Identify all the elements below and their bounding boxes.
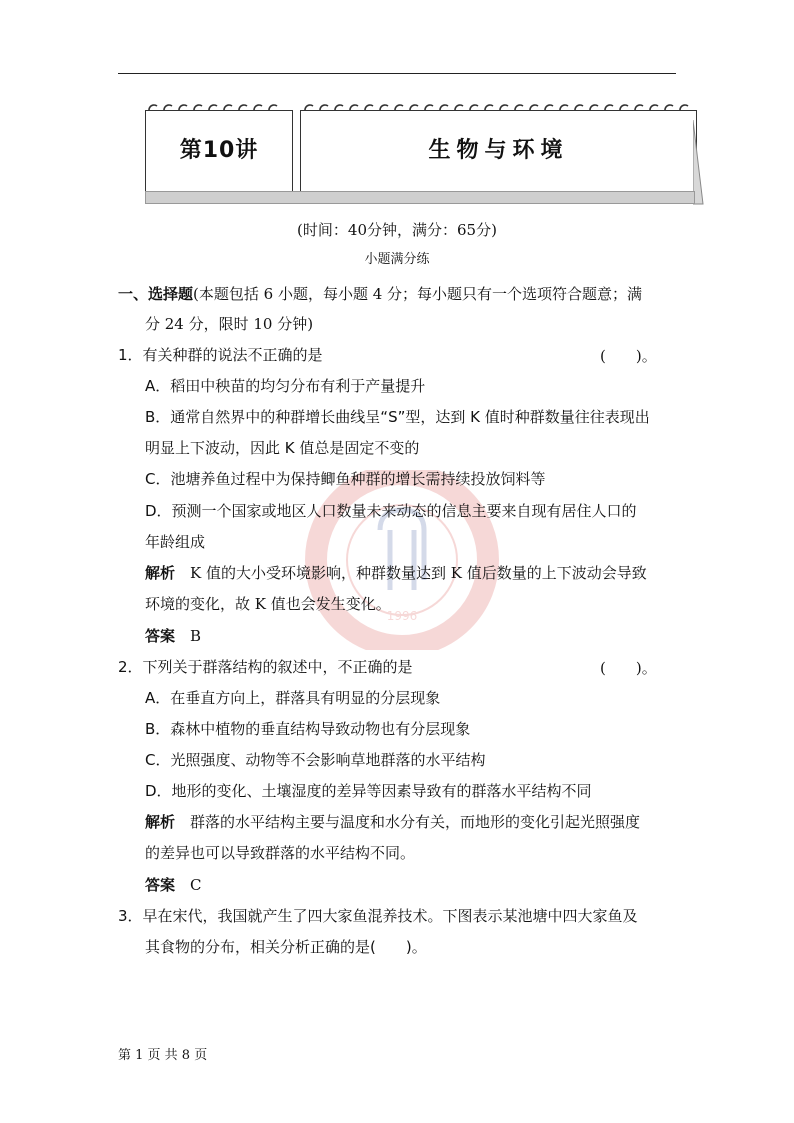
watermark-logo-icon: [285, 470, 520, 650]
q2-option-a: A．在垂直方向上，群落具有明显的分层现象: [145, 689, 441, 707]
calendar-base: [145, 191, 695, 204]
q1-option-d-line2: 年龄组成: [145, 533, 206, 551]
q1-option-a: A．稻田中秧苗的均匀分布有利于产量提升: [145, 377, 426, 395]
part1-desc-2: 分 24 分，限时 10 分钟): [145, 315, 314, 333]
q1-analysis-label: 解析: [145, 564, 176, 582]
q2-option-b: B．森林中植物的垂直结构导致动物也有分层现象: [145, 720, 471, 738]
part1-heading: 一、选择题: [118, 285, 194, 303]
q1-option-b-line1: B．通常自然界中的种群增长曲线呈“S”型，达到 K 值时种群数量往往表现出: [145, 408, 650, 426]
q1-stem: 1．有关种群的说法不正确的是: [118, 346, 323, 364]
q2-answer-label: 答案: [145, 876, 176, 894]
part1-heading-line: [118, 284, 642, 304]
chapter-title: 生物与环境: [428, 138, 569, 163]
q2-answer: C: [190, 876, 202, 894]
topic-card: [300, 110, 697, 192]
header-rule: [118, 73, 676, 74]
section-label: 小题满分练: [364, 252, 430, 267]
q2-answer-line: [145, 875, 202, 895]
time-info: (时间：40分钟，满分：65分): [297, 221, 497, 239]
q1-answer-blank: ( )。: [600, 347, 657, 365]
q2-analysis-label: 解析: [145, 813, 176, 831]
q1-option-c: C．池塘养鱼过程中为保持鲫鱼种群的增长需持续投放饲料等: [145, 470, 546, 488]
chapter-banner: [145, 98, 703, 210]
q2-stem: 2．下列关于群落结构的叙述中，不正确的是: [118, 658, 413, 676]
q2-analysis-text1: 群落的水平结构主要与温度和水分有关，而地形的变化引起光照强度: [190, 813, 641, 831]
q1-option-b-line2: 明显上下波动，因此 K 值总是固定不变的: [145, 439, 420, 457]
part1-desc-1: (本题包括 6 小题，每小题 4 分；每小题只有一个选项符合题意；满: [193, 285, 643, 303]
q2-analysis-line2: 的差异也可以导致群落的水平结构不同。: [145, 844, 416, 862]
q1-answer-line: [145, 626, 201, 646]
q1-answer-label: 答案: [145, 627, 176, 645]
q2-option-d: D．地形的变化、土壤湿度的差异等因素导致有的群落水平结构不同: [145, 782, 592, 800]
q3-stem-line1: 3．早在宋代，我国就产生了四大家鱼混养技术。下图表示某池塘中四大家鱼及: [118, 907, 638, 925]
q2-option-c: C．光照强度、动物等不会影响草地群落的水平结构: [145, 751, 486, 769]
q3-stem-line2: 其食物的分布，相关分析正确的是( )。: [145, 938, 427, 956]
q1-analysis-line2: 环境的变化，故 K 值也会发生变化。: [145, 595, 391, 613]
watermark-year: 1996: [386, 609, 418, 623]
page-footer: 第 1 页 共 8 页: [118, 1048, 208, 1063]
q2-analysis-line1: [145, 812, 640, 832]
q2-answer-blank: ( )。: [600, 659, 657, 677]
q1-answer: B: [190, 627, 202, 645]
lecture-card: [145, 110, 293, 192]
q1-analysis-text1: K 值的大小受环境影响，种群数量达到 K 值后数量的上下波动会导致: [190, 564, 647, 582]
q1-option-d-line1: D．预测一个国家或地区人口数量未来动态的信息主要来自现有居住人口的: [145, 502, 637, 520]
lecture-number: 第10讲: [179, 138, 259, 163]
q1-analysis-line1: [145, 563, 647, 583]
